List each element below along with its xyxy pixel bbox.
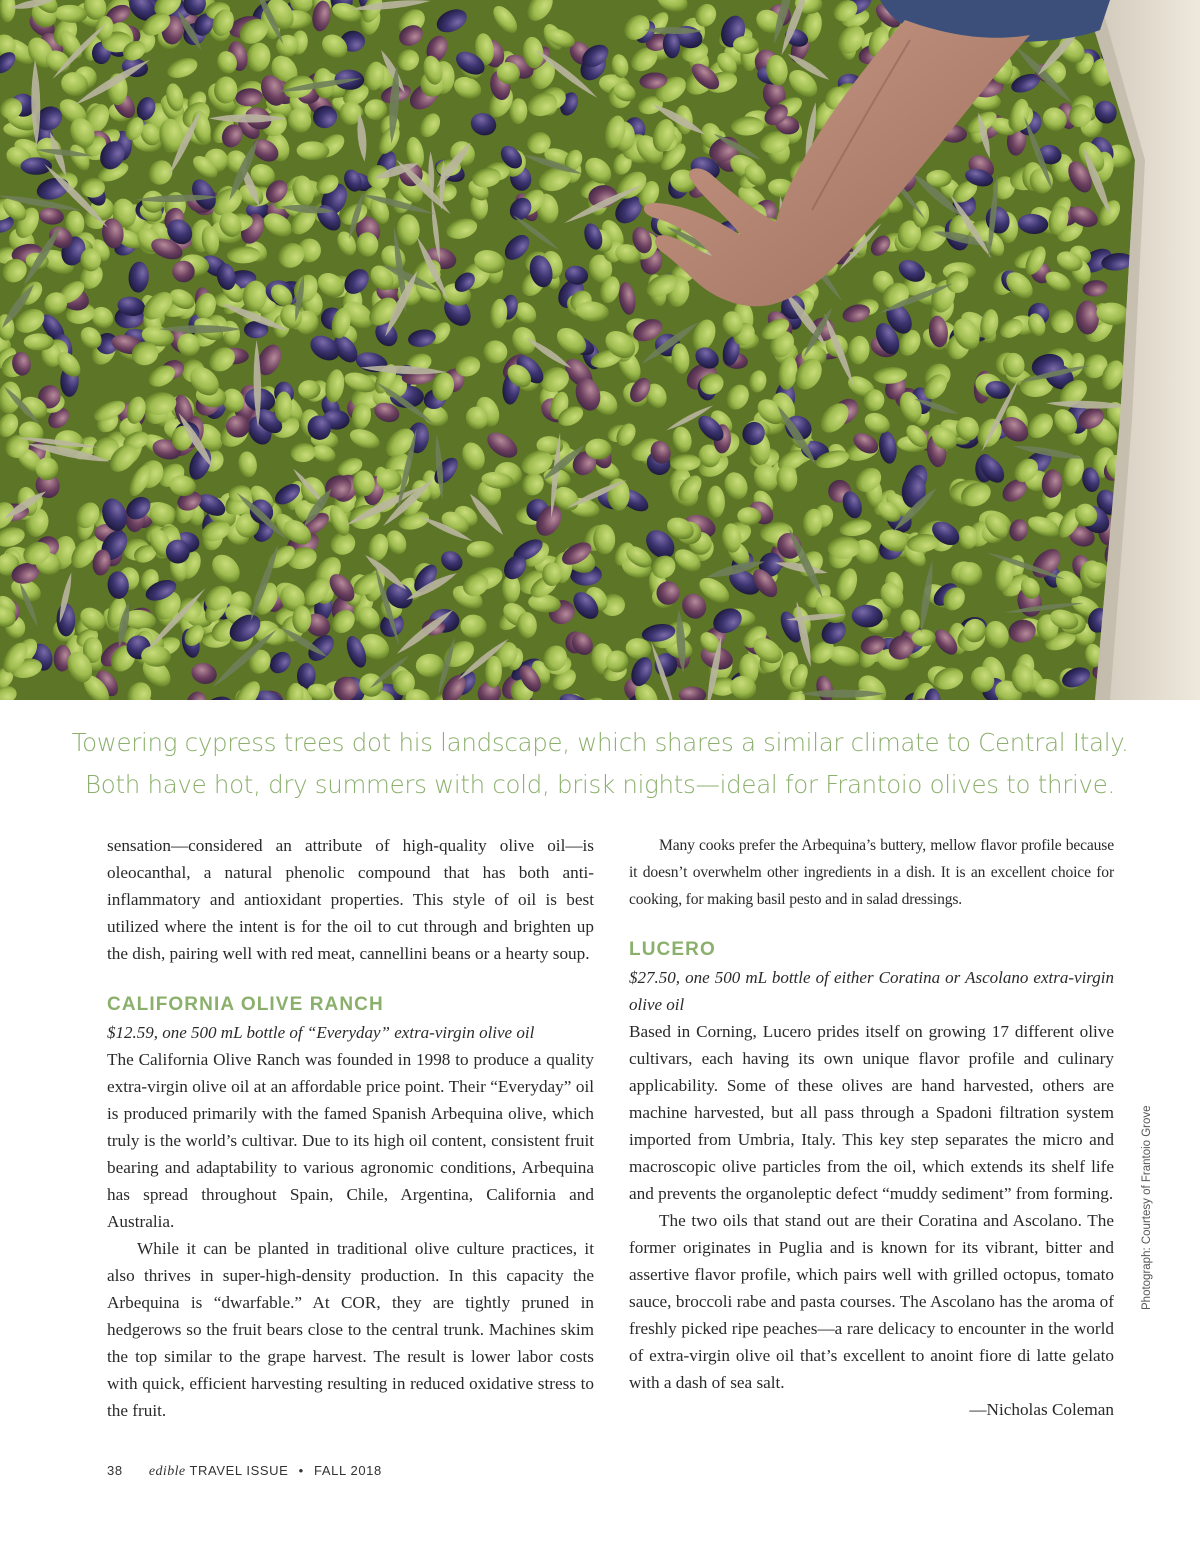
heading-california-olive-ranch: CALIFORNIA OLIVE RANCH bbox=[107, 994, 384, 1015]
pull-quote bbox=[60, 722, 1140, 806]
right-paragraph-3: The two oils that stand out are their Coratina and Ascolano. The former originates in Puglia and is known for its vibrant, bitter and assertive flavor profile, which pairs well with grilled octopus, tomato sauce, broccoli rabe and pasta courses. The Ascolano has the aroma of freshly picked ripe peaches—a rare delicacy to encounter in the world of extra-virgin olive oil that’s excellent to anoint fiore di latte gelato with a dash of sea salt. bbox=[629, 1211, 1114, 1392]
left-paragraph-1: sensation—considered an attribute of high-quality olive oil—is oleocanthal, a natural phenolic compound that has both anti-inflammatory and antioxidant properties. This style of oil is best utilized where the intent is for the oil to cut through and brighten up the dish, pairing well with red meat, cannellini beans or a hearty soup. bbox=[107, 836, 594, 963]
page-number: 38 bbox=[107, 1463, 123, 1478]
page-footer bbox=[107, 1463, 382, 1480]
right-paragraph-1: Many cooks prefer the Arbequina’s buttery, mellow flavor profile because it doesn’t overwhelm other ingredients in a dish. It is an excellent choice for cooking, for making basil pesto and in salad dressings. bbox=[629, 837, 1114, 908]
author-signature: —Nicholas Coleman bbox=[969, 1400, 1114, 1419]
right-column bbox=[629, 832, 1114, 1423]
issue-name: TRAVEL ISSUE bbox=[189, 1463, 289, 1478]
right-paragraph-2: Based in Corning, Lucero prides itself on growing 17 different olive cultivars, each having its own unique flavor profile and culinary applicability. Some of these olives are hand harvested, others are machine harvested, but all pass through a Spadoni filtration system imported from Umbria, Italy. This key step separates the micro and macroscopic olive particles from the oil, which extends its shelf life and prevents the organoleptic defect “muddy sediment” from forming. bbox=[629, 1022, 1114, 1203]
subhead-california-olive-ranch: $12.59, one 500 mL bottle of “Everyday” extra-virgin olive oil bbox=[107, 1023, 535, 1042]
photo-credit-text: Photograph: Courtesy of Frantoio Grove bbox=[1141, 1105, 1153, 1310]
olive-pile-illustration bbox=[0, 0, 1200, 700]
left-column bbox=[107, 832, 594, 1424]
pull-quote-line-2: Both have hot, dry summers with cold, brisk nights—ideal for Frantoio olives to thrive. bbox=[85, 770, 1115, 799]
hero-photo-olive-harvest bbox=[0, 0, 1200, 700]
left-paragraph-3: While it can be planted in traditional olive culture practices, it also thrives in super-high-density production. In this capacity the Arbequina is “dwarfable.” At COR, they are tightly pruned in hedgerows so the fruit bears close to the central trunk. Machines skim the top similar to the grape harvest. The result is lower labor costs with quick, efficient harvesting resulting in reduced oxidative stress to the fruit. bbox=[107, 1239, 594, 1420]
issue-season: FALL 2018 bbox=[314, 1463, 382, 1478]
footer-separator: • bbox=[298, 1463, 304, 1478]
left-paragraph-2: The California Olive Ranch was founded in 1998 to produce a quality extra-virgin olive oil at an affordable price point. Their “Everyday” oil is produced primarily with the famed Spanish Arbequina olive, which truly is the world’s cultivar. Due to its high oil content, consistent fruit bearing and adaptability to various agronomic conditions, Arbequina has spread throughout Spain, Chile, Argentina, California and Australia. bbox=[107, 1050, 594, 1231]
heading-lucero: LUCERO bbox=[629, 939, 716, 960]
subhead-lucero: $27.50, one 500 mL bottle of either Coratina or Ascolano extra-virgin olive oil bbox=[629, 968, 1114, 1014]
pull-quote-line-1: Towering cypress trees dot his landscape, which shares a similar climate to Central Italy. bbox=[71, 728, 1129, 757]
brand-name: edible bbox=[148, 1464, 186, 1479]
